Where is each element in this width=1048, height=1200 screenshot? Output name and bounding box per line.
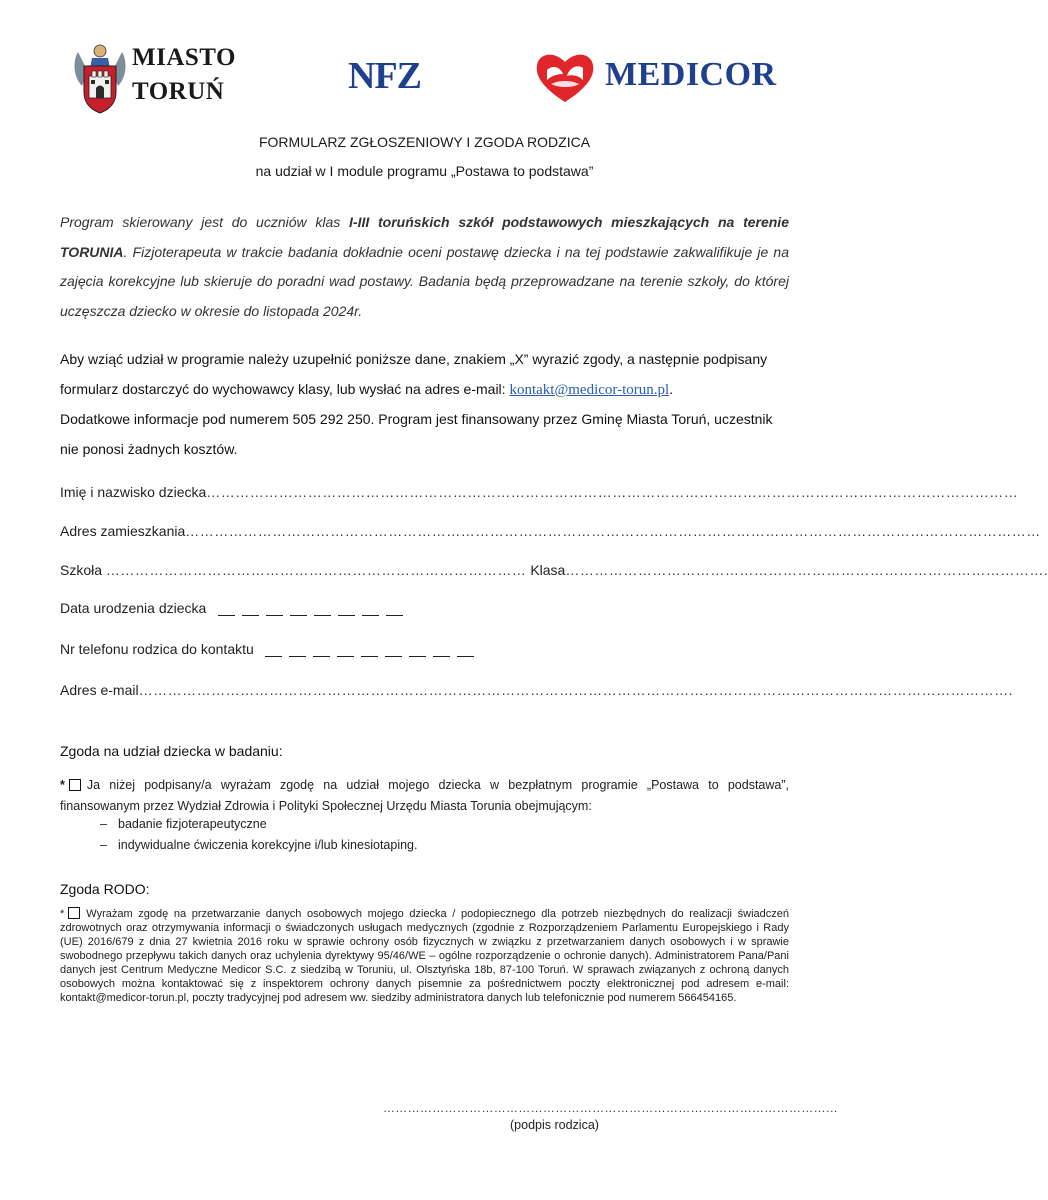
dob-slots[interactable] xyxy=(218,600,410,616)
form-title: FORMULARZ ZGŁOSZENIOWY I ZGODA RODZICA xyxy=(258,134,591,150)
instructions-text: Aby wziąć udział w programie należy uzupełnić poniższe dane, znakiem „X” wyrazić zgody, a następnie podpisany formularz dostarczyć do wychowawcy klasy, lub wysłać na adres e-mail: xyxy=(60,351,768,397)
phone-label: Nr telefonu rodzica do kontaktu xyxy=(60,641,254,657)
consent-text: Ja niżej podpisany/a wyrażam zgodę na udział mojego dziecka w bezpłatnym programie „Postawa to podstawa”, finansowanym przez Wydział Zdrowia i Polityki Społecznej Urzędu Miasta Torunia obejmującym: xyxy=(60,778,789,813)
class-dotted-line[interactable]: ………………………………………………………………………………………. xyxy=(565,562,1048,578)
intro-text-1: Program skierowany jest do uczniów klas xyxy=(60,214,350,230)
medicor-logo xyxy=(533,50,783,105)
digit-slot[interactable] xyxy=(289,655,306,657)
program-description xyxy=(60,208,789,326)
rodo-checkbox[interactable] xyxy=(68,907,80,919)
digit-slot[interactable] xyxy=(433,655,450,657)
digit-slot[interactable] xyxy=(290,614,307,616)
digit-slot[interactable] xyxy=(457,655,474,657)
signature-label: (podpis rodzica) xyxy=(510,1118,599,1132)
instructions-period: . xyxy=(669,380,674,397)
required-star: * xyxy=(60,778,65,792)
school-dotted-line[interactable]: …………………………………………………………………………… xyxy=(105,562,527,578)
child-name-dotted-line[interactable]: …………………………………………………………………………………………………………………………………………………… xyxy=(206,484,1019,500)
dob-label: Data urodzenia dziecka xyxy=(60,600,207,616)
digit-slot[interactable] xyxy=(409,655,426,657)
miasto-torun-logo xyxy=(72,40,252,116)
class-label: Klasa xyxy=(530,562,566,578)
dob-field[interactable] xyxy=(60,600,785,616)
consent-item-1: badanie fizjoterapeutyczne xyxy=(118,817,267,831)
digit-slot[interactable] xyxy=(386,614,403,616)
digit-slot[interactable] xyxy=(361,655,378,657)
address-label: Adres zamieszkania xyxy=(60,523,186,539)
digit-slot[interactable] xyxy=(313,655,330,657)
intro-text-2: . Fizjoterapeuta w trakcie badania dokładnie oceni postawę dziecka i na tej podstawie zakwalifikuje je na zajęcia korekcyjne lub skieruje do poradni wad postawy. Badania będą przeprowadzane na terenie szkoły, do której uczęszcza dziecko w okresie do listopada 2024r. xyxy=(60,243,789,319)
list-dash: – xyxy=(100,838,107,852)
digit-slot[interactable] xyxy=(338,614,355,616)
email-field[interactable] xyxy=(60,682,1013,698)
digit-slot[interactable] xyxy=(314,614,331,616)
school-class-field[interactable] xyxy=(60,562,1048,578)
email-label: Adres e-mail xyxy=(60,682,139,698)
list-dash: – xyxy=(100,817,107,831)
nfz-logo-text: NFZ xyxy=(348,55,421,97)
phone-field[interactable] xyxy=(60,641,785,657)
medicor-logo-text: MEDICOR xyxy=(605,56,777,93)
intro-target-group: I-III toruńskich szkół podstawowych mieszkających na terenie TORUNIA xyxy=(60,214,789,260)
torun-logo-line1: MIASTO xyxy=(132,44,236,71)
rodo-text: Wyrażam zgodę na przetwarzanie danych osobowych mojego dziecka / podopiecznego dla potrzeb niezbędnych do realizacji świadczeń zdrowotnych oraz otrzymywania informacji o świadczonych usługach medycznych (zgodnie z Rozporządzeniem Parlamentu Europejskiego i Rady (UE) 2016/679 z dnia 27 kwietnia 2016 roku w sprawie ochrony osób fizycznych w związku z przetwarzaniem danych osobowych i w sprawie swobodnego przepływu takich danych oraz uchylenia dyrektywy 95/46/WE – ogólne rozporządzenie o ochronie danych). Administratorem Pana/Pani danych jest Centrum Medyczne Medicor S.C. z siedzibą w Toruniu, ul. Olsztyńska 18b, 87-100 Toruń. W sprawach związanych z ochroną danych osobowych można kontaktować się z inspektorem ochrony danych pisemnie za pośrednictwem poczty elektronicznej pod adresem e-mail: kontakt@medicor-torun.pl, poczty tradycyjnej pod adresem ww. siedziby administratora danych lub telefonicznie pod numerem 566454165. xyxy=(60,908,789,1005)
consent-heading: Zgoda na udział dziecka w badaniu: xyxy=(60,743,283,759)
child-name-label: Imię i nazwisko dziecka xyxy=(60,484,207,500)
phone-slots[interactable] xyxy=(265,641,481,657)
email-dotted-line[interactable]: ………………………………………………………………………………………………………………………………………………………………. xyxy=(138,682,1013,698)
digit-slot[interactable] xyxy=(265,655,282,657)
child-name-field[interactable] xyxy=(60,484,1019,500)
nfz-logo xyxy=(348,54,438,98)
address-dotted-line[interactable]: …………………………………………………………………………………………………………………………………………………………… xyxy=(185,523,1041,539)
address-field[interactable] xyxy=(60,523,1041,539)
contact-email-link[interactable]: kontakt@medicor-torun.pl xyxy=(509,381,670,398)
list-item xyxy=(100,817,267,831)
consent-statement xyxy=(60,775,789,817)
digit-slot[interactable] xyxy=(266,614,283,616)
torun-logo-line2: TORUŃ xyxy=(132,78,225,105)
digit-slot[interactable] xyxy=(242,614,259,616)
signature-line[interactable]: ………………………………………………………………………………………………… xyxy=(383,1101,839,1115)
digit-slot[interactable] xyxy=(218,614,235,616)
rodo-statement xyxy=(60,907,789,1005)
list-item xyxy=(100,838,417,852)
instructions xyxy=(60,345,795,464)
consent-checkbox[interactable] xyxy=(69,779,81,791)
consent-item-2: indywidualne ćwiczenia korekcyjne i/lub kinesiotaping. xyxy=(118,838,418,852)
torun-crest-icon xyxy=(72,42,128,114)
instructions-additional-info: Dodatkowe informacje pod numerem 505 292 250. Program jest finansowany przez Gminę Miasta Toruń, uczestnik nie ponosi żadnych kosztów. xyxy=(60,411,773,457)
required-star: * xyxy=(60,908,65,920)
form-subtitle: na udział w I module programu „Postawa to podstawa” xyxy=(255,163,594,179)
digit-slot[interactable] xyxy=(337,655,354,657)
heart-hands-icon xyxy=(533,50,597,104)
rodo-heading: Zgoda RODO: xyxy=(60,881,150,897)
digit-slot[interactable] xyxy=(385,655,402,657)
school-label: Szkoła xyxy=(60,562,103,578)
digit-slot[interactable] xyxy=(362,614,379,616)
